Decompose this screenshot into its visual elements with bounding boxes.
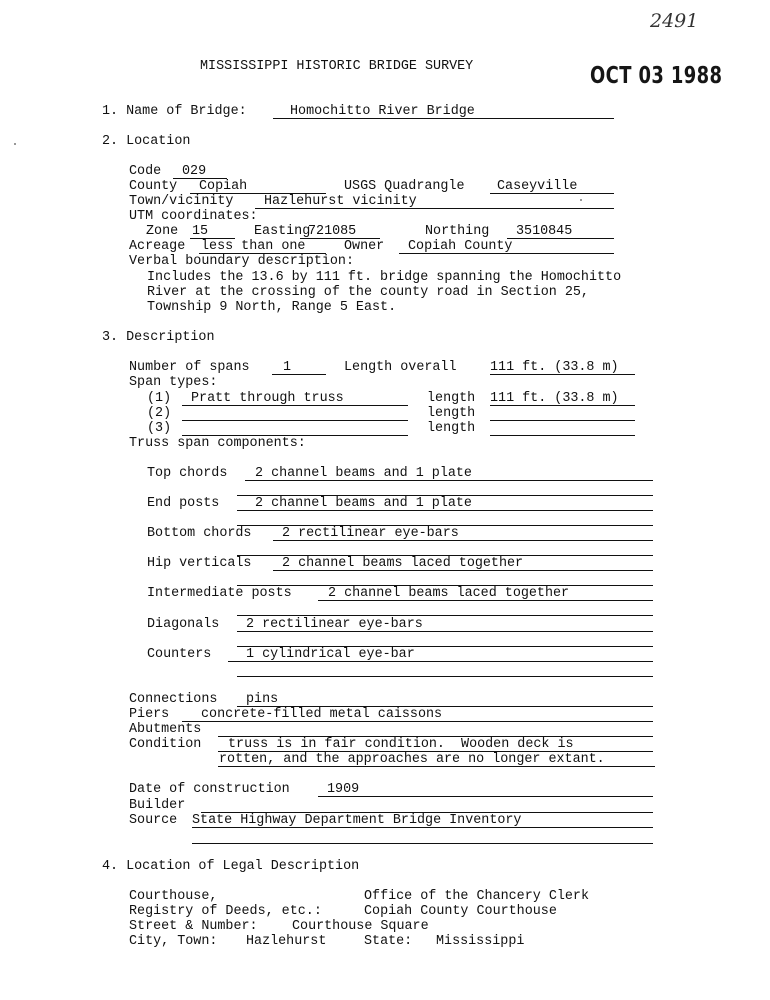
verbal-boundary-line: Includes the 13.6 by 111 ft. bridge spanning the Homochitto (147, 270, 622, 285)
verbal-boundary-line: River at the crossing of the county road in Section 25, (147, 285, 589, 300)
quadrangle-label: USGS Quadrangle (344, 179, 465, 194)
span-length-underline (490, 420, 635, 421)
street-label: Street & Number: (129, 919, 258, 934)
abutments-label: Abutments (129, 722, 202, 737)
quadrangle-underline (490, 193, 614, 194)
connections-label: Connections (129, 692, 218, 707)
code-value: 029 (182, 164, 207, 179)
component-value: 2 rectilinear eye-bars (246, 617, 423, 632)
city-label: City, Town: (129, 934, 218, 949)
span-type-number: (3) (147, 421, 172, 436)
construction-date-label: Date of construction (129, 782, 290, 797)
northing-value: 3510845 (516, 224, 573, 239)
quadrangle-value: Caseyville (497, 179, 578, 194)
registry-label: Registry of Deeds, etc.: (129, 904, 322, 919)
component-underline (237, 510, 653, 511)
survey-title: MISSISSIPPI HISTORIC BRIDGE SURVEY (200, 59, 474, 74)
span-length-underline (490, 405, 635, 406)
span-type-value: Pratt through truss (191, 391, 344, 406)
registry-value: Copiah County Courthouse (364, 904, 557, 919)
bridge-name-label: 1. Name of Bridge: (102, 104, 247, 119)
condition-line: truss is in fair condition. Wooden deck is (228, 737, 574, 752)
component-label: Hip verticals (147, 556, 252, 571)
component-label: Diagonals (147, 617, 220, 632)
source-value: State Highway Department Bridge Inventory (192, 813, 522, 828)
condition-line: rotten, and the approaches are no longer extant. (219, 752, 605, 767)
component-underline-extra (237, 615, 653, 616)
courthouse-label: Courthouse, (129, 889, 218, 904)
component-value: 2 channel beams and 1 plate (255, 466, 472, 481)
spans-value: 1 (283, 360, 292, 375)
owner-label: Owner (344, 239, 385, 254)
bridge-name-value: Homochitto River Bridge (290, 104, 475, 119)
easting-label: Easting (254, 224, 311, 239)
location-heading: 2. Location (102, 134, 191, 149)
zone-label: Zone (146, 224, 179, 239)
component-value: 2 rectilinear eye-bars (282, 526, 459, 541)
span-length-label: length (427, 391, 476, 406)
span-types-label: Span types: (129, 375, 218, 390)
span-type-underline (182, 420, 408, 421)
source-underline-extra (192, 843, 653, 844)
town-label: Town/vicinity (129, 194, 234, 209)
county-value: Copiah (199, 179, 248, 194)
span-type-underline (182, 405, 408, 406)
zone-value: 15 (192, 224, 209, 239)
condition-label: Condition (129, 737, 202, 752)
acreage-value: less than one (201, 239, 306, 254)
town-underline (255, 208, 614, 209)
northing-underline (507, 238, 614, 239)
length-overall-underline (490, 374, 635, 375)
component-underline (228, 661, 653, 662)
spans-label: Number of spans (129, 360, 250, 375)
scan-speck (580, 199, 582, 201)
acreage-label: Acreage (129, 239, 186, 254)
construction-date-underline (318, 796, 653, 797)
component-value: 2 channel beams laced together (328, 586, 570, 601)
street-value: Courthouse Square (292, 919, 429, 934)
truss-components-label: Truss span components: (129, 436, 306, 451)
span-length-label: length (427, 421, 476, 436)
verbal-boundary-label: Verbal boundary description: (129, 254, 354, 269)
component-label: Intermediate posts (147, 586, 292, 601)
verbal-boundary-line: Township 9 North, Range 5 East. (147, 300, 397, 315)
received-date-stamp: OCT 03 1988 (590, 63, 723, 89)
component-label: Counters (147, 647, 212, 662)
piers-label: Piers (129, 707, 170, 722)
source-underline (192, 827, 653, 828)
component-label: Bottom chords (147, 526, 252, 541)
county-label: County (129, 179, 178, 194)
component-value: 2 channel beams and 1 plate (255, 496, 472, 511)
owner-underline (399, 253, 614, 254)
component-underline (245, 480, 653, 481)
span-type-number: (2) (147, 406, 172, 421)
condition-underline (218, 766, 655, 767)
span-type-number: (1) (147, 391, 172, 406)
owner-value: Copiah County (408, 239, 513, 254)
builder-label: Builder (129, 798, 186, 813)
length-overall-label: Length overall (344, 360, 457, 375)
utm-label: UTM coordinates: (129, 209, 258, 224)
piers-underline (182, 721, 653, 722)
span-length-label: length (427, 406, 476, 421)
construction-date-value: 1909 (327, 782, 360, 797)
northing-label: Northing (425, 224, 490, 239)
component-underline-extra (237, 676, 653, 677)
state-label: State: (364, 934, 413, 949)
component-value: 2 channel beams laced together (282, 556, 524, 571)
scan-speck (14, 143, 16, 145)
length-overall-value: 111 ft. (33.8 m) (490, 360, 619, 375)
span-length-value: 111 ft. (33.8 m) (490, 391, 619, 406)
state-value: Mississippi (436, 934, 525, 949)
handwritten-page-number: 2491 (650, 10, 699, 32)
component-underline (273, 570, 653, 571)
easting-value: 721085 (308, 224, 357, 239)
component-underline (273, 540, 653, 541)
courthouse-value: Office of the Chancery Clerk (364, 889, 589, 904)
component-label: End posts (147, 496, 220, 511)
component-label: Top chords (147, 466, 228, 481)
bridge-name-underline (273, 118, 614, 119)
spans-underline (272, 374, 326, 375)
description-heading: 3. Description (102, 330, 215, 345)
component-underline (237, 631, 653, 632)
city-value: Hazlehurst (246, 934, 327, 949)
source-label: Source (129, 813, 178, 828)
town-value: Hazlehurst vicinity (264, 194, 417, 209)
component-underline (318, 600, 653, 601)
legal-description-heading: 4. Location of Legal Description (102, 859, 360, 874)
piers-value: concrete-filled metal caissons (201, 707, 443, 722)
code-label: Code (129, 164, 162, 179)
span-length-underline (490, 435, 635, 436)
connections-value: pins (246, 692, 279, 707)
component-value: 1 cylindrical eye-bar (246, 647, 415, 662)
